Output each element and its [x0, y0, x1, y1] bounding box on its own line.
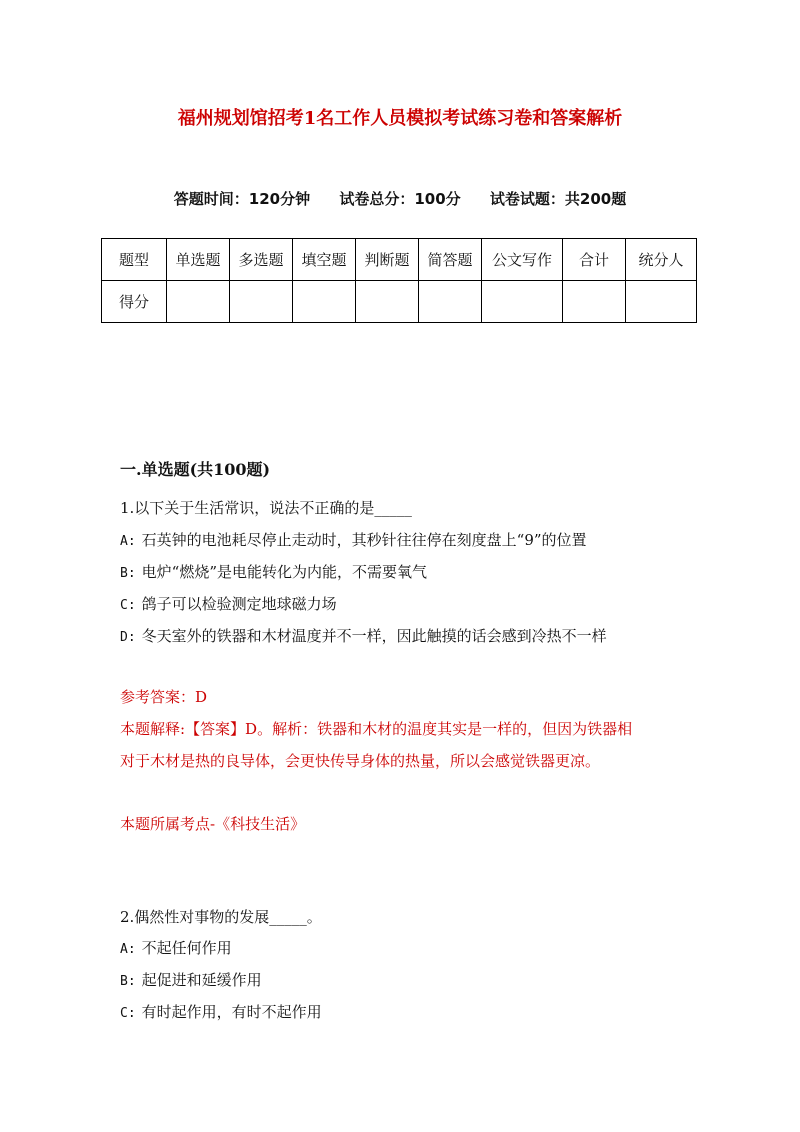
option-key: C: — [120, 1006, 136, 1021]
question-1-option-a — [120, 529, 587, 550]
question-1-stem: 1.以下关于生活常识，说法不正确的是_____ — [120, 499, 412, 517]
header-cell-writing: 公文写作 — [482, 239, 563, 281]
option-key: B: — [120, 566, 136, 581]
score-cell — [626, 281, 697, 323]
score-table — [101, 238, 697, 323]
exam-time: 答题时间：120分钟 — [173, 190, 311, 208]
section-heading: 一.单选题(共100题) — [120, 460, 271, 479]
score-table-score-row — [102, 281, 697, 323]
question-1-explanation-line-1: 本题解释:【答案】D。解析：铁器和木材的温度其实是一样的，但因为铁器相 — [120, 720, 633, 738]
option-text: 冬天室外的铁器和木材温度并不一样，因此触摸的话会感到冷热不一样 — [141, 627, 607, 645]
option-text: 起促进和延缓作用 — [141, 971, 262, 989]
option-key: A: — [120, 534, 136, 549]
option-text: 有时起作用，有时不起作用 — [141, 1003, 322, 1021]
option-key: B: — [120, 974, 136, 989]
score-cell — [419, 281, 482, 323]
question-2-option-c — [120, 1001, 322, 1022]
option-key: D: — [120, 630, 136, 645]
question-1-answer: 参考答案：D — [120, 688, 208, 706]
header-cell-total: 合计 — [563, 239, 626, 281]
question-1-option-b — [120, 561, 427, 582]
question-2-option-b — [120, 969, 262, 990]
exam-meta — [0, 188, 800, 209]
question-1-topic: 本题所属考点-《科技生活》 — [120, 815, 306, 833]
score-cell — [230, 281, 293, 323]
header-cell-scorer: 统分人 — [626, 239, 697, 281]
score-cell — [356, 281, 419, 323]
page-title: 福州规划馆招考1名工作人员模拟考试练习卷和答案解析 — [177, 108, 623, 129]
question-1-option-d — [120, 625, 607, 646]
option-key: C: — [120, 598, 136, 613]
score-cell — [563, 281, 626, 323]
exam-question-count: 试卷试题：共200题 — [489, 190, 627, 208]
question-1-option-c — [120, 593, 337, 614]
header-cell-type: 题型 — [102, 239, 167, 281]
question-2-stem: 2.偶然性对事物的发展_____。 — [120, 908, 322, 926]
score-cell — [167, 281, 230, 323]
header-cell-multi: 多选题 — [230, 239, 293, 281]
exam-total-score: 试卷总分：100分 — [339, 190, 461, 208]
question-1-explanation-line-2: 对于木材是热的良导体，会更快传导身体的热量，所以会感觉铁器更凉。 — [120, 752, 601, 770]
header-cell-single: 单选题 — [167, 239, 230, 281]
option-key: A: — [120, 942, 136, 957]
option-text: 鸽子可以检验测定地球磁力场 — [141, 595, 337, 613]
header-cell-fill: 填空题 — [293, 239, 356, 281]
option-text: 石英钟的电池耗尽停止走动时，其秒针往往停在刻度盘上“9”的位置 — [141, 531, 587, 549]
header-cell-judge: 判断题 — [356, 239, 419, 281]
question-2-option-a — [120, 937, 232, 958]
option-text: 电炉“燃烧”是电能转化为内能，不需要氧气 — [141, 563, 427, 581]
score-cell — [293, 281, 356, 323]
score-cell — [482, 281, 563, 323]
score-table-header-row — [102, 239, 697, 281]
header-cell-short: 简答题 — [419, 239, 482, 281]
score-row-label: 得分 — [102, 281, 167, 323]
option-text: 不起任何作用 — [141, 939, 232, 957]
